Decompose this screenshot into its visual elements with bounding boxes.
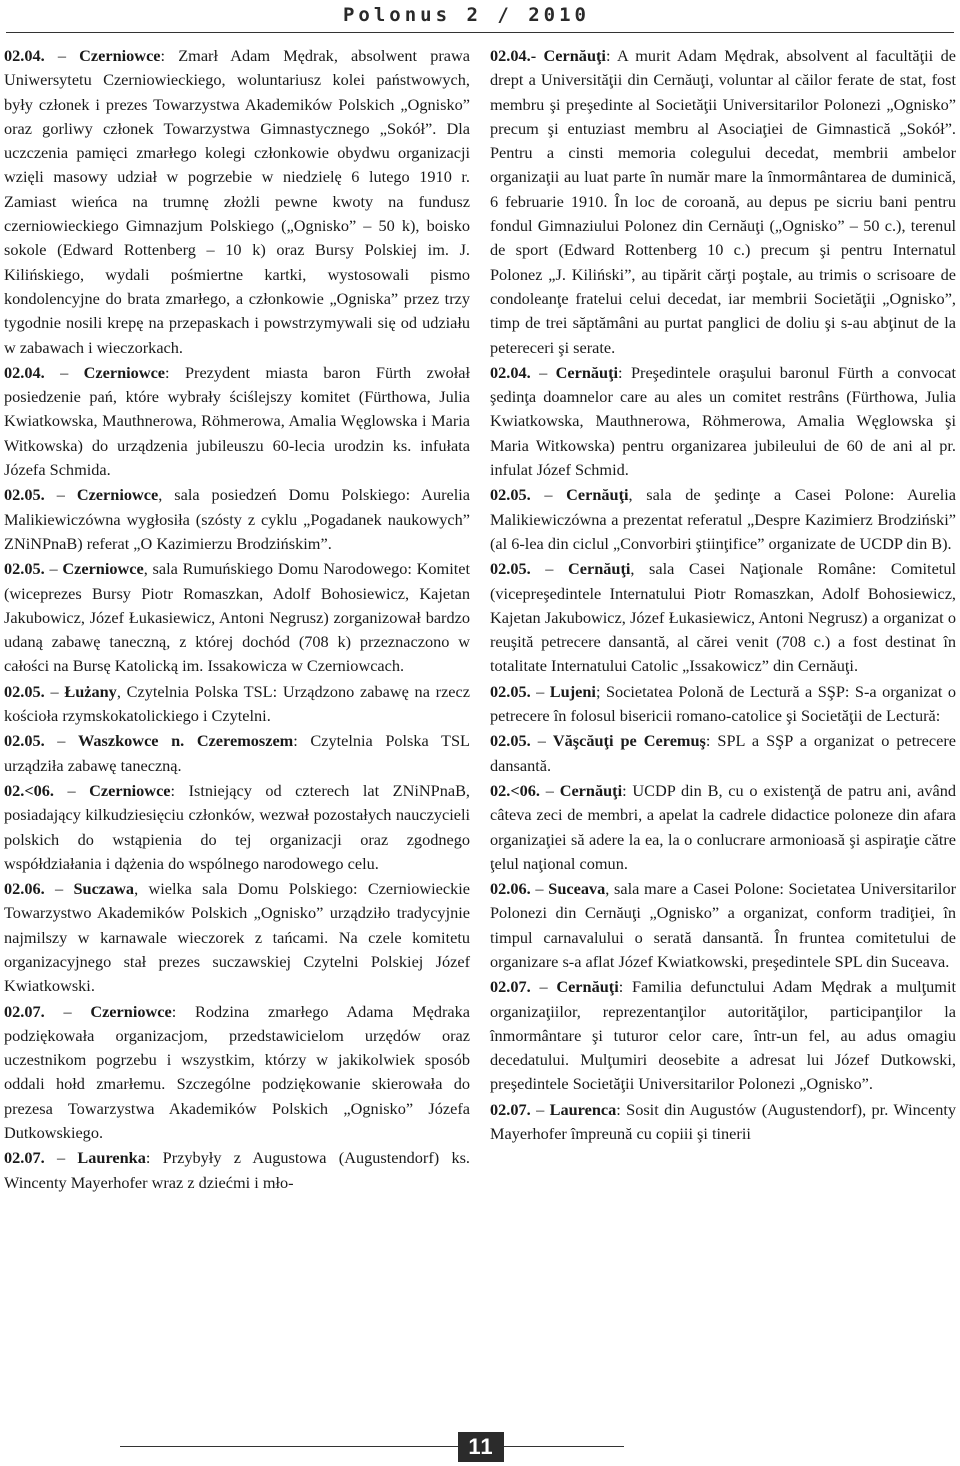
entry-text: , wielka sala Domu Polskiego: Czerniowieckie Towarzystwo Akademików Polskich „Ognisko” urządziło tradycyjnie najmilszy w karnawale wieczorek z tańcami. Na czele komitetu organizacyjnego stał prezes suczawskiej Czytelni Polskiej Józef Kwiatkowski. (4, 879, 471, 996)
entry-place: Văşcăuţi pe Ceremuş (552, 731, 706, 751)
chronicle-entry: 02.05. – Czerniowce, sala posiedzeń Domu Polskiego: Aurelia Malikiewiczówna wygłosiła (szósty z cyklu „Pogadanek naukowych” ZNiNPnaB) referat „O Kazimierzu Brodzińskim”. (4, 485, 470, 553)
footer-divider-left (120, 1446, 458, 1447)
entry-place: Cernăuţi (566, 485, 629, 505)
entry-text: : UCDP din B, cu o existenţă de patru ani, având câteva zeci de membri, a apelat la cadrele didactice poloneze din afara organizaţiei să adere la ea, la o conlucrare armonioasă şi aspiraţie către ţelul naţional comun. (490, 780, 956, 873)
entry-date: 02.06. (490, 879, 531, 899)
chronicle-entry: 02.05. – Cernăuţi, sala de şedinţe a Casei Polone: Aurelia Malikiewiczówna a prezentat referatul „Despre Kazimierz Brodziński” (al 6-lea din ciclul „Convorbiri ştiinţifice” organizate de UCDP din B). (490, 485, 956, 553)
chronicle-entry: 02.05. – Văşcăuţi pe Ceremuş: SPL a SŞP a organizat o petrecere dansantă. (490, 731, 957, 775)
entry-text: : A murit Adam Mędrak, absolvent al facultăţii de drept a Universităţii din Cernăuţi, voluntar al căilor ferate de stat, fost membru şi preşedinte al Societăţii Universitarilor Polonezi „Ognisko” precum şi entuziast membru al Asociaţiei de Gimnastică „Sokół”. Pentru a cinsti memoria colegului decedat, membrii ambelor organizaţii au luat parte în număr mare la înmormântarea de duminică, 6 februarie 1910. În loc de coroană, au depus pe sicriu bani pentru fondul Gimnaziului Polonez din Cernăuţi („Ognisko” – 50 c.), terenul de sport (Edward Rottenberg 10 c.) precum şi pentru Internatul Polonez „J. Kiliński”, au tipărit cărţi poştale, au trimis o scrisoare de condoleanţe fratelui celui decedat, iar membrii Societăţii „Ognisko”, timp de trei săptămâni au purtat panglici de doliu şi s-au abţinut de la petereceri şi serate. (490, 46, 956, 357)
publication-title: Polonus 2 / 2010 (342, 4, 590, 26)
entry-text: : Czytelnia Polska TSL urządziła zabawę taneczną. (4, 731, 471, 775)
entry-text: , sala Rumuńskiego Domu Narodowego: Komitet (wiceprezes Bursy Piotr Romaszkan, Adolf Bohosiewicz, Kajetan Jakubowicz, Józef Łukasiewicz, Antoni Negrusz) zorganizował bardzo udaną zabawę taneczną, z której dochód (708 k) przeznaczono w całości na Bursę Katolicką im. Issakowicza w Czerniowcach. (4, 559, 471, 676)
entry-date: 02.04. (490, 362, 531, 382)
page-number-badge: 11 (458, 1432, 504, 1462)
entry-place: Laurenca (549, 1099, 617, 1119)
entry-place: Czerniowce (90, 1001, 172, 1021)
entry-date: 02.04.- (490, 46, 537, 65)
entry-text: , sala mare a Casei Polone: Societatea Universitarilor Polonezi din Cernăuţi „Ognisko” a organizat, conform tradiţiei, în timpul carnavalului o serată dansantă. În fruntea comitetului de organizare s-a aflat Józef Kwiatkowski, preşedintele SPL din Suceava. (490, 879, 957, 971)
entry-date: 02.05. (4, 681, 45, 701)
chronicle-entry: 02.<06. – Czerniowce: Istniejący od czterech lat ZNiNPnaB, posiadający kilkudziesięciu członków, wezwał pozostałych nauczycieli polskich do wstąpienia do tej organizacji oraz zgodnego współdziałania i dążenia do wspólnego narodowego celu. (4, 780, 471, 873)
entry-text: , sala Casei Naţionale Române: Comitetul (vicepreşedintele Internatului Piotr Romaszkan, Adolf Bohosiewicz, Kajetan Jakubowicz, Józef Łukasiewicz, Antoni Negrusz) a organizat o reuşită petrecere dansantă, al cărei venit (708 c.) a fost destinat în totalitate Internatului Catolic „Issakowicz” din Cernăuţi. (490, 559, 956, 676)
entry-place: Czerniowce (62, 559, 144, 579)
entry-date: 02.07. (4, 1001, 45, 1021)
entry-place: Suceava (548, 879, 606, 899)
entry-text: : Prezydent miasta baron Fürth zwołał posiedzenie pań, które wybrały ściślejszy komitet (Fürthowa, Julia Kwiatkowska, Mauthnerowa, Röhmerowa, Amalia Węglowska i Maria Witkowska) do urządzenia jubileuszu 60-lecia urodzin ks. infułata Józefa Schmida. (4, 362, 470, 480)
entry-date: 02.07. (4, 1148, 45, 1168)
chronicle-entry: 02.04. – Czerniowce: Prezydent miasta baron Fürth zwołał posiedzenie pań, które wybrały ściślejszy komitet (Fürthowa, Julia Kwiatkowska, Mauthnerowa, Röhmerowa, Amalia Węglowska i Maria Witkowska) do urządzenia jubileuszu 60-lecia urodzin ks. infułata Józefa Schmida. (4, 362, 470, 480)
entry-date: 02.05. (490, 485, 531, 505)
entry-text: , sala posiedzeń Domu Polskiego: Aurelia Malikiewiczówna wygłosiła (szósty z cyklu „Pogadanek naukowych” ZNiNPnaB) referat „O Kazimierzu Brodzińskim”. (4, 485, 470, 553)
left-column-polish (4, 44, 470, 1196)
entry-place: Cernăuţi (555, 362, 619, 382)
entry-place: Cernăuţi (567, 559, 631, 579)
entry-place: Lujeni (549, 681, 596, 701)
entry-date: 02.05. (490, 559, 531, 579)
entry-text: : Sosit din Augustów (Augustendorf), pr. Wincenty Mayerhofer împreună cu copiii şi tinerii (490, 1099, 957, 1144)
footer-divider-right (504, 1446, 624, 1447)
entry-date: 02.<06. (490, 780, 540, 800)
entry-place: Waszkowce n. Czeremoszem (78, 731, 294, 751)
entry-date: 02.04. (4, 46, 45, 65)
entry-text: : Istniejący od czterech lat ZNiNPnaB, posiadający kilkudziesięciu członków, wezwał pozostałych nauczycieli polskich do wstąpienia do tej organizacji oraz zgodnego współdziałania i dążenia do wspólnego narodowego celu. (4, 780, 471, 873)
entry-date: 02.05. (4, 731, 45, 751)
entry-date: 02.07. (490, 1099, 531, 1119)
chronicle-entry: 02.06. – Suczawa, wielka sala Domu Polskiego: Czerniowieckie Towarzystwo Akademików Polskich „Ognisko” urządziło tradycyjnie najmilszy w karnawale wieczorek z tańcami. Na czele komitetu organizacyjnego stał prezes suczawskiej Czytelni Polskiej Józef Kwiatkowski. (4, 879, 471, 996)
entry-place: Czerniowce (79, 46, 161, 65)
entry-date: 02.07. (490, 977, 531, 997)
entry-date: 02.06. (4, 879, 45, 899)
entry-text: , sala de şedinţe a Casei Polone: Aurelia Malikiewiczówna a prezentat referatul „Despre Kazimierz Brodziński” (al 6-lea din ciclul „Convorbiri ştiinţifice” organizate de UCDP din B). (490, 485, 956, 553)
entry-place: Łużany (64, 681, 117, 701)
entry-text: , Czytelnia Polska TSL: Urządzono zabawę na rzecz kościoła rzymskokatolickiego i Czytelni. (4, 681, 470, 726)
chronicle-entry: 02.05. – Czerniowce, sala Rumuńskiego Domu Narodowego: Komitet (wiceprezes Bursy Piotr Romaszkan, Adolf Bohosiewicz, Kajetan Jakubowicz, Józef Łukasiewicz, Antoni Negrusz) zorganizował bardzo udaną zabawę taneczną, z której dochód (708 k) przeznaczono w całości na Bursę Katolicką im. Issakowicza w Czerniowcach. (4, 559, 471, 676)
entry-place: Czerniowce (83, 362, 166, 382)
chronicle-entry: 02.05. – Łużany, Czytelnia Polska TSL: Urządzono zabawę na rzecz kościoła rzymskokatolickiego i Czytelni. (4, 681, 470, 726)
entry-date: 02.05. (4, 485, 45, 505)
entry-date: 02.05. (490, 731, 531, 751)
page-header (0, 4, 960, 30)
entry-place: Laurenka (77, 1148, 146, 1168)
entry-text: : Preşedintele oraşului baronul Fürth a convocat şedinţa doamnelor care au ales un comitet restrâns (Fürthowa, Julia Kwiatkowska, Mauthnerowa, Röhmerowa, Amalia Węglowska şi Maria Witkowska) pentru organizarea jubileului de 60 de ani al pr. infulat Józef Schmid. (490, 362, 956, 480)
chronicle-entry: 02.<06. – Cernăuţi: UCDP din B, cu o existenţă de patru ani, având câteva zeci de membri, a apelat la cadrele didactice poloneze din afara organizaţiei să adere la ea, la o conlucrare armonioasă şi aspiraţie către ţelul naţional comun. (490, 780, 956, 873)
chronicle-entry: 02.07. – Czerniowce: Rodzina zmarłego Adama Mędraka podziękowała organizacjom, przedstawicielom urzędów oraz uczestnikom pogrzebu i wszystkim, którzy w jakikolwiek sposób oddali hołd zmarłemu. Szczególne podziękowanie skierowała do prezesa Towarzystwa Akademików Polskich „Ognisko” Józefa Dutkowskiego. (4, 1001, 470, 1143)
header-divider (6, 32, 954, 33)
entry-text: : Rodzina zmarłego Adama Mędraka podziękowała organizacjom, przedstawicielom urzędów oraz uczestnikom pogrzebu i wszystkim, którzy w jakikolwiek sposób oddali hołd zmarłemu. Szczególne podziękowanie skierowała do prezesa Towarzystwa Akademików Polskich „Ognisko” Józefa Dutkowskiego. (4, 1001, 470, 1143)
chronicle-entry: 02.07. – Laurenca: Sosit din Augustów (Augustendorf), pr. Wincenty Mayerhofer împreună cu copiii şi tinerii (490, 1099, 957, 1144)
entry-place: Suczawa (73, 879, 135, 899)
entry-place: Cernăuţi (543, 46, 606, 65)
chronicle-entry: 02.07. – Cernăuţi: Familia defunctului Adam Mędrak a mulţumit organizaţiilor, reprezentanţilor autorităţilor, participanţilor la înmormântare şi tuturor celor care, într-un fel, au adus omagiu decedatului. Mulţumiri deosebite a adresat lui Józef Dutkowski, preşedintele Societăţii Universitarilor Polonezi „Ognisko”. (490, 977, 956, 1094)
chronicle-entry: 02.05. – Cernăuţi, sala Casei Naţionale Române: Comitetul (vicepreşedintele Internatului Piotr Romaszkan, Adolf Bohosiewicz, Kajetan Jakubowicz, Józef Łukasiewicz, Antoni Negrusz) a organizat o reuşită petrecere dansantă, al cărei venit (708 c.) a fost destinat în totalitate Internatului Catolic „Issakowicz” din Cernăuţi. (490, 559, 956, 676)
entry-text: : Familia defunctului Adam Mędrak a mulţumit organizaţiilor, reprezentanţilor autorităţilor, participanţilor la înmormântare şi tuturor celor care, într-un fel, au adus omagiu decedatului. Mulţumiri deosebite a adresat lui Józef Dutkowski, preşedintele Societăţii Universitarilor Polonezi „Ognisko”. (490, 977, 956, 1094)
entry-text: : SPL a SŞP a organizat o petrecere dansantă. (490, 731, 957, 775)
chronicle-entry: 02.04. – Czerniowce: Zmarł Adam Mędrak, absolwent prawa Uniwersytetu Czerniowieckiego, woluntariusz kolei państwowych, były członek i prezes Towarzystwa Akademików Polskich „Ognisko” oraz gorliwy członek Towarzystwa Gimnastycznego „Sokół”. Dla uczczenia pamięci zmarłego kolegi członkowie obydwu organizacji wzięli masowy udział w pogrzebie w niedzielę 6 lutego 1910 r. Zamiast wieńca na trumnę złożli pewne kwoty na fundusz czerniowieckiego Gimnazjum Polskiego („Ognisko” – 50 k), boisko sokole (Edward Rottenberg – 10 k) oraz Bursy Polskiej im. J. Kilińskiego, wydali pośmiertne kartki, wystosowali pismo kondolencyjne do brata zmarłego, a członkowie „Ogniska” przez trzy tygodnie nosili krepę na przepaskach i powstrzymywali się od udziału w zabawach i wieczorkach. (4, 46, 470, 357)
chronicle-entry: 02.05. – Lujeni; Societatea Polonă de Lectură a SŞP: S-a organizat o petrecere în folosul bisericii romano-catolice şi Societăţii de Lectură: (490, 681, 956, 726)
entry-place: Cernăuţi (556, 977, 619, 997)
entry-date: 02.05. (4, 559, 45, 579)
entry-place: Czerniowce (76, 485, 159, 505)
chronicle-entry: 02.06. – Suceava, sala mare a Casei Polone: Societatea Universitarilor Polonezi din Cernăuţi „Ognisko” a organizat, conform tradiţiei, în timpul carnavalului o serată dansantă. În fruntea comitetului de organizare s-a aflat Józef Kwiatkowski, preşedintele SPL din Suceava. (490, 879, 957, 971)
entry-place: Czerniowce (89, 780, 171, 800)
right-column-romanian (490, 44, 956, 1147)
entry-text: : Przybyły z Augustowa (Augustendorf) ks. Wincenty Mayerhofer wraz z dziećmi i mło- (4, 1148, 471, 1192)
chronicle-entry: 02.07. – Laurenka: Przybyły z Augustowa (Augustendorf) ks. Wincenty Mayerhofer wraz z dziećmi i mło- (4, 1148, 471, 1192)
entry-place: Cernăuţi (559, 780, 623, 800)
entry-date: 02.05. (490, 681, 531, 701)
entry-date: 02.04. (4, 362, 45, 382)
entry-text: ; Societatea Polonă de Lectură a SŞP: S-a organizat o petrecere în folosul bisericii romano-catolice şi Societăţii de Lectură: (490, 681, 956, 726)
chronicle-entry: 02.05. – Waszkowce n. Czeremoszem: Czytelnia Polska TSL urządziła zabawę taneczną. (4, 731, 471, 775)
entry-text: : Zmarł Adam Mędrak, absolwent prawa Uniwersytetu Czerniowieckiego, woluntariusz kolei państwowych, były członek i prezes Towarzystwa Akademików Polskich „Ognisko” oraz gorliwy członek Towarzystwa Gimnastycznego „Sokół”. Dla uczczenia pamięci zmarłego kolegi członkowie obydwu organizacji wzięli masowy udział w pogrzebie w niedzielę 6 lutego 1910 r. Zamiast wieńca na trumnę złożli pewne kwoty na fundusz czerniowieckiego Gimnazjum Polskiego („Ognisko” – 50 k), boisko sokole (Edward Rottenberg – 10 k) oraz Bursy Polskiej im. J. Kilińskiego, wydali pośmiertne kartki, wystosowali pismo kondolencyjne do brata zmarłego, a członkowie „Ogniska” przez trzy tygodnie nosili krepę na przepaskach i powstrzymywali się od udziału w zabawach i wieczorkach. (4, 46, 470, 357)
chronicle-entry: 02.04. – Cernăuţi: Preşedintele oraşului baronul Fürth a convocat şedinţa doamnelor care au ales un comitet restrâns (Fürthowa, Julia Kwiatkowska, Mauthnerowa, Röhmerowa, Amalia Węglowska şi Maria Witkowska) pentru organizarea jubileului de 60 de ani al pr. infulat Józef Schmid. (490, 362, 956, 480)
chronicle-entry (490, 44, 956, 360)
entry-date: 02.<06. (4, 780, 54, 800)
